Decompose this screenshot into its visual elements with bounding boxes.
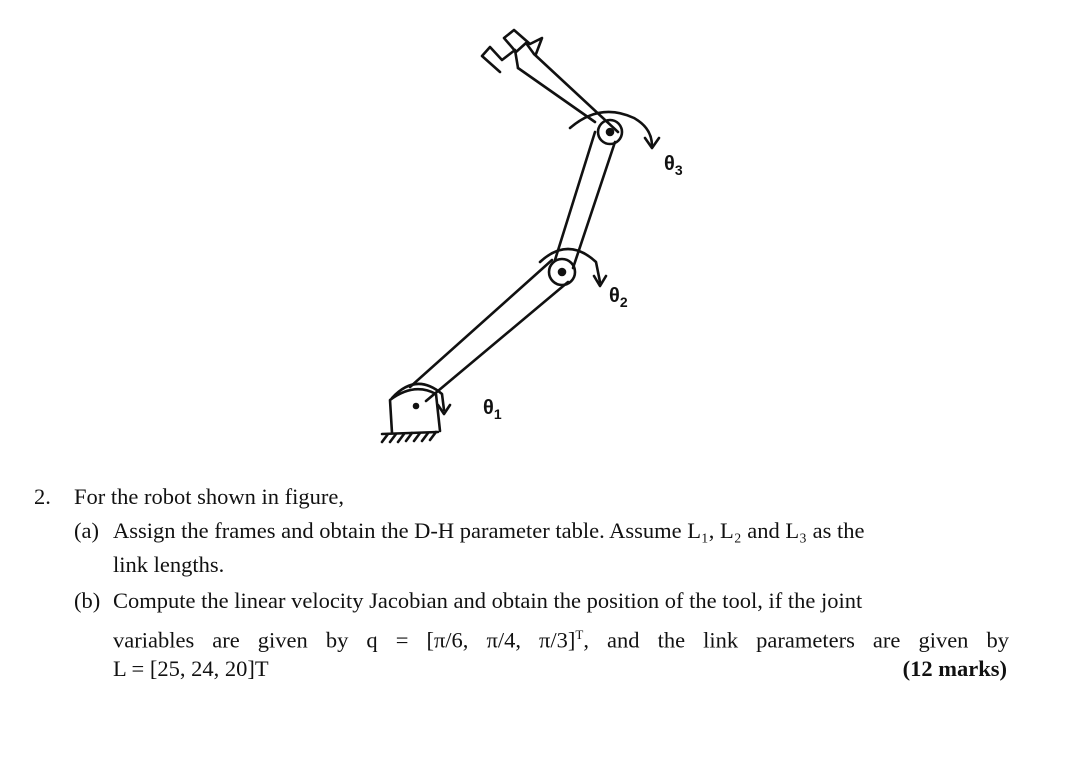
link-3: [518, 54, 618, 132]
part-a-line-2: link lengths.: [113, 552, 225, 577]
ground-hatch: [382, 432, 438, 442]
gripper: [482, 30, 542, 72]
part-a-line-1: Assign the frames and obtain the D-H parameter table. Assume L₁, L₂ and L₃ as the: [113, 518, 865, 543]
question-number: 2.: [34, 484, 51, 509]
part-b-line-1: Compute the linear velocity Jacobian and obtain the position of the tool, if the joint: [113, 588, 863, 613]
robot-arm-drawing: [330, 10, 750, 450]
link-2: [555, 132, 615, 268]
joint-1-circle: [414, 404, 418, 408]
part-b-label: (b): [74, 588, 101, 613]
question-stem: For the robot shown in figure,: [74, 484, 344, 509]
theta2-label: $\theta_2$: [609, 285, 628, 310]
part-b-line-2: variables are given by q = [π/6, π/4, π/3]$^T$, and the link parameters are given by: [113, 627, 1009, 653]
part-a-label: (a): [74, 518, 99, 543]
robot-figure: [330, 10, 750, 450]
theta1-label: $\theta_1$: [483, 397, 502, 422]
part-b-line-3: L = [25, 24, 20]T: [113, 656, 269, 681]
theta3-label: $\theta_3$: [664, 153, 683, 178]
marks-label: (12 marks): [902, 656, 1007, 681]
link-1: [410, 260, 568, 401]
